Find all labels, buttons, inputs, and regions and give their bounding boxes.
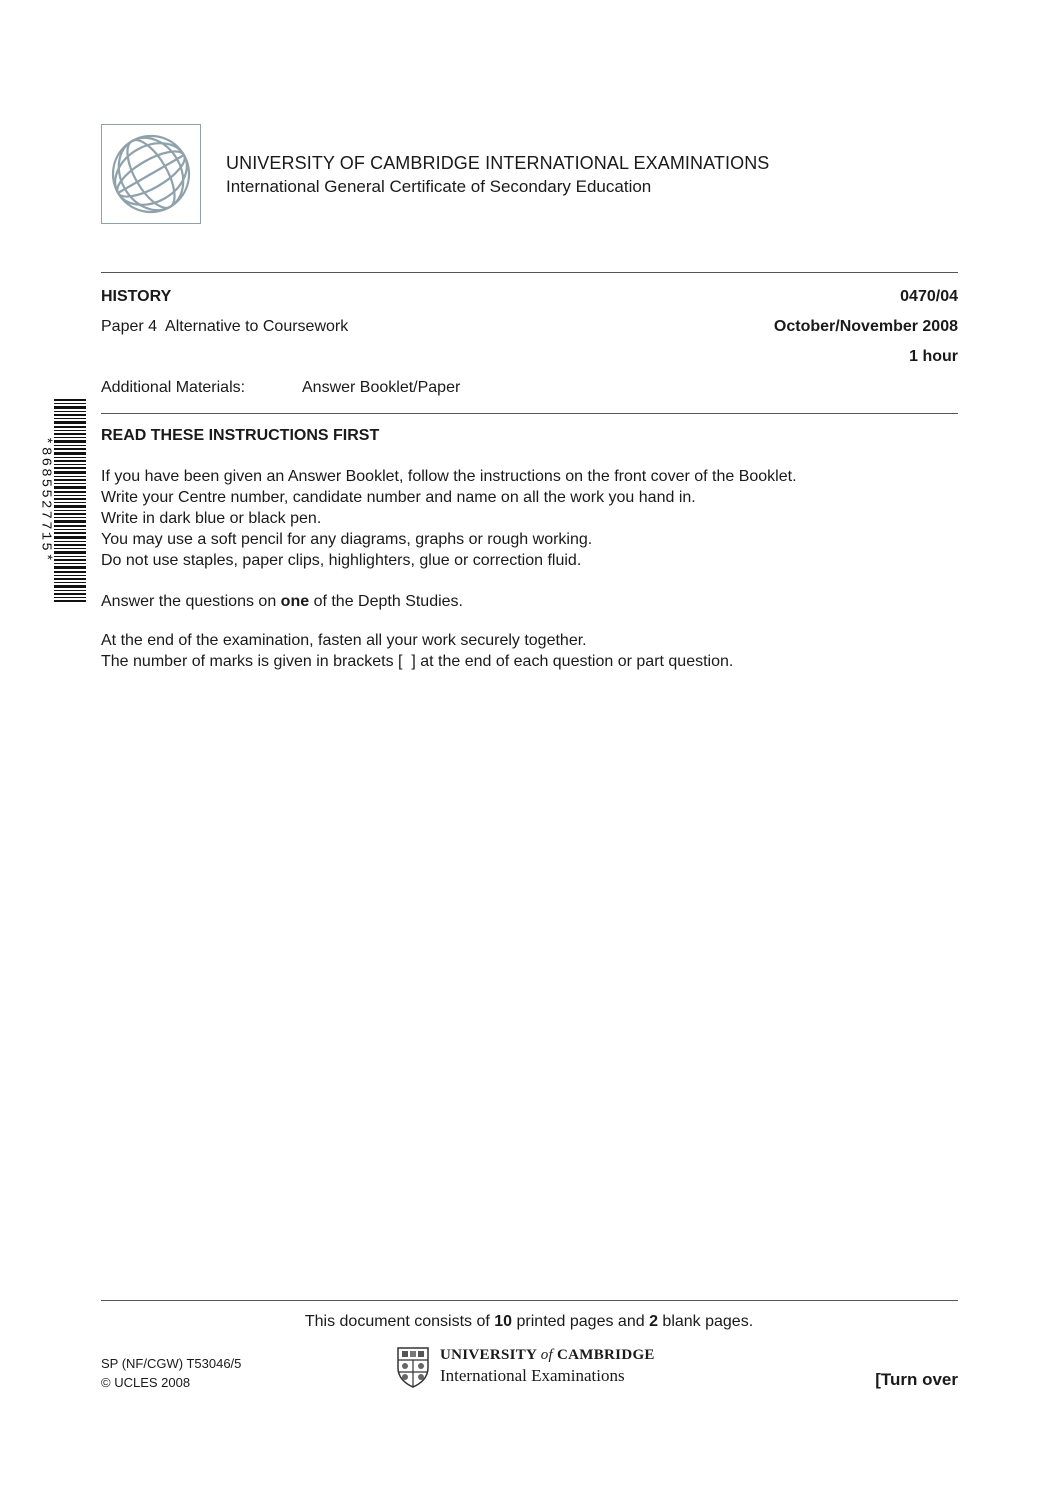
- exam-duration: 1 hour: [909, 348, 958, 365]
- instructions-heading: READ THESE INSTRUCTIONS FIRST: [101, 427, 380, 444]
- reference-code: SP (NF/CGW) T53046/5: [101, 1356, 242, 1371]
- globe-logo-box: [101, 124, 201, 224]
- instruction-line: Do not use staples, paper clips, highlighters, glue or correction fluid.: [101, 552, 582, 569]
- materials-label: Additional Materials:: [101, 379, 246, 396]
- cambridge-wordmark: UNIVERSITY of CAMBRIDGE: [440, 1347, 655, 1363]
- instruction-line: You may use a soft pencil for any diagrams, graphs or rough working.: [101, 531, 593, 548]
- copyright-notice: © UCLES 2008: [101, 1375, 191, 1390]
- paper-code: 0470/04: [900, 288, 958, 305]
- top-divider: [101, 272, 958, 273]
- instruction-line: Write in dark blue or black pen.: [101, 510, 322, 527]
- exam-session: October/November 2008: [773, 318, 958, 335]
- answer-instruction: Answer the questions on one of the Depth Studies.: [101, 593, 463, 610]
- materials-value: Answer Booklet/Paper: [302, 379, 461, 396]
- qualification-name: International General Certificate of Secondary Education: [226, 177, 652, 196]
- answer-emphasis: one: [280, 593, 310, 610]
- fasten-instruction: At the end of the examination, fasten all your work securely together.: [101, 632, 587, 649]
- instructions-list: [101, 466, 797, 571]
- institution-name: UNIVERSITY OF CAMBRIDGE INTERNATIONAL EXAMINATIONS: [226, 153, 770, 173]
- subject-title: HISTORY: [101, 288, 172, 305]
- end-instructions: [101, 630, 733, 672]
- document-reference: [101, 1354, 241, 1392]
- globe-icon: [102, 125, 200, 223]
- footer-divider: [101, 1300, 958, 1301]
- turn-over-label: [Turn over: [875, 1370, 958, 1389]
- cambridge-subtitle: International Examinations: [440, 1366, 625, 1385]
- instruction-line: If you have been given an Answer Booklet, follow the instructions on the front cover of the Booklet.: [101, 468, 797, 485]
- instruction-line: Write your Centre number, candidate number and name on all the work you hand in.: [101, 489, 696, 506]
- cambridge-crest-icon: [396, 1346, 430, 1388]
- barcode-number: *8685527715*: [37, 436, 54, 564]
- candidate-barcode: [34, 397, 86, 603]
- instructions-divider: [101, 413, 958, 414]
- page-count-statement: This document consists of 10 printed pages and 2 blank pages.: [304, 1313, 754, 1330]
- marks-instruction: The number of marks is given in brackets [ ] at the end of each question or part question.: [101, 653, 734, 670]
- paper-title: Paper 4 Alternative to Coursework: [101, 318, 349, 335]
